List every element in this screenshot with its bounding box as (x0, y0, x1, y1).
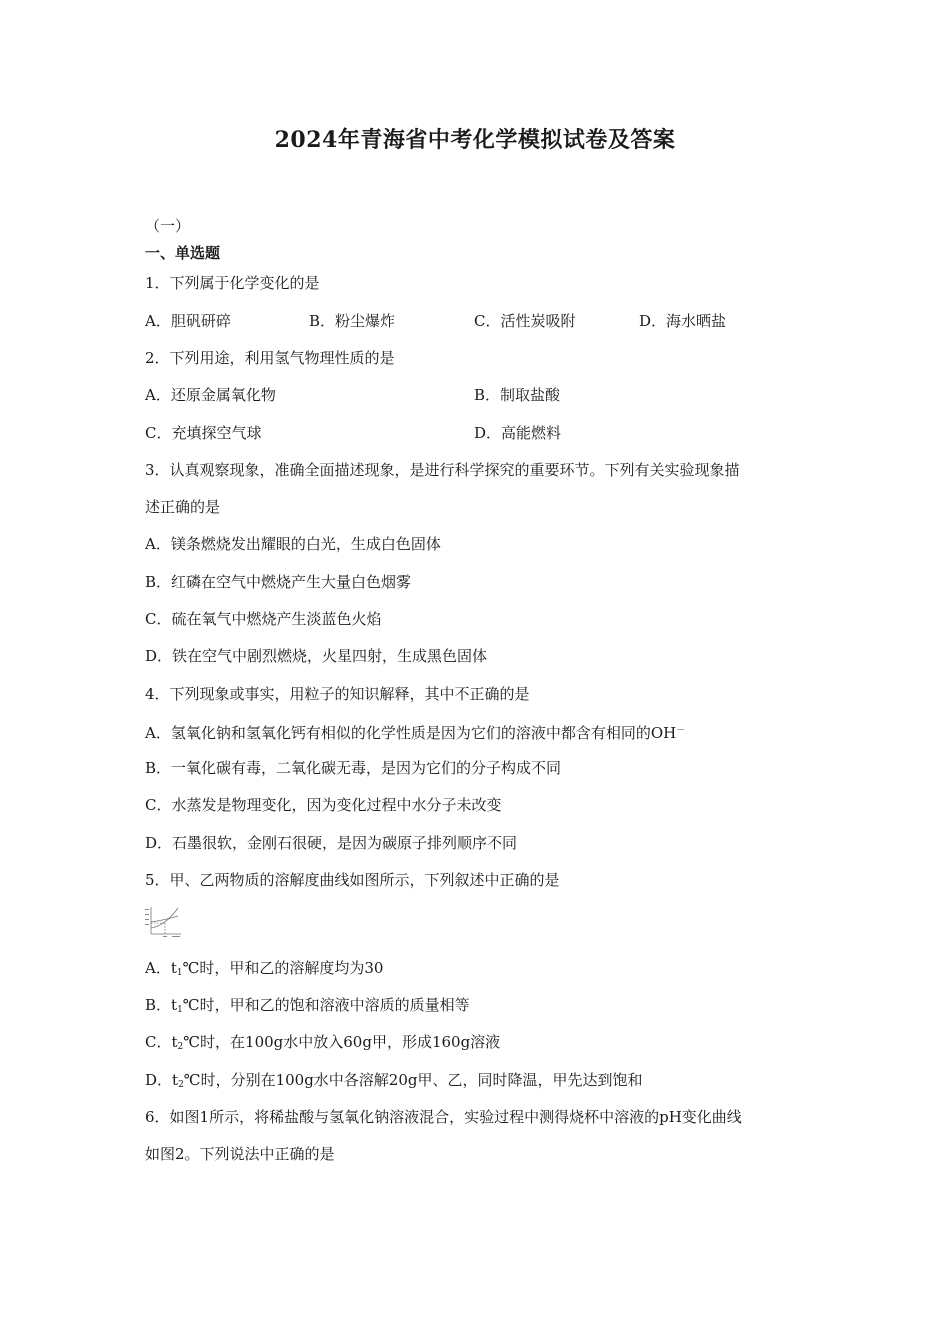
q4-option-d: D．石墨很软，金刚石很硬，是因为碳原子排列顺序不同 (145, 834, 518, 852)
q5-option-a-subscript: 1 (176, 968, 183, 978)
q5-option-d-prefix: D．t (145, 1071, 179, 1089)
q4-option-c: C．水蒸发是物理变化，因为变化过程中水分子未改变 (145, 796, 502, 814)
question-1-stem: 1．下列属于化学变化的是 (145, 274, 320, 292)
figure-tick-6 (172, 936, 180, 937)
q3-option-a: A．镁条燃烧发出耀眼的白光，生成白色固体 (145, 535, 441, 553)
part-label: （一） (145, 217, 191, 235)
question-2-stem: 2．下列用途，利用氢气物理性质的是 (145, 349, 395, 367)
figure-tick-4 (145, 924, 149, 925)
question-6-stem-line1: 6．如图1所示，将稀盐酸与氢氧化钠溶液混合，实验过程中测得烧杯中溶液的pH变化曲线 (145, 1108, 742, 1126)
question-4-stem: 4．下列现象或事实，用粒子的知识解释，其中不正确的是 (145, 685, 530, 703)
q1-option-b: B．粉尘爆炸 (309, 312, 396, 330)
q5-option-d-subscript: 2 (178, 1080, 184, 1090)
figure-tick-3 (145, 919, 149, 920)
q5-option-c-subscript: 2 (177, 1042, 184, 1052)
q5-option-b-text: ℃时，甲和乙的饱和溶液中溶质的质量相等 (182, 996, 470, 1014)
figure-tick-5 (163, 936, 167, 937)
q2-option-c: C．充填探空气球 (145, 424, 262, 442)
figure-tick-1 (145, 909, 149, 910)
q5-option-a-prefix: A．t (145, 959, 177, 977)
solubility-curve-figure (145, 904, 185, 940)
question-6-stem-line2: 如图2。下列说法中正确的是 (145, 1145, 335, 1163)
q5-option-c-prefix: C．t (145, 1033, 178, 1051)
q5-option-d-text: ℃时，分别在100g水中各溶解20g甲、乙，同时降温，甲先达到饱和 (183, 1071, 643, 1089)
q1-option-d: D．海水晒盐 (639, 312, 727, 330)
figure-curve-yi (151, 916, 178, 922)
question-5-stem: 5．甲、乙两物质的溶解度曲线如图所示，下列叙述中正确的是 (145, 871, 560, 889)
q5-option-c (145, 1032, 500, 1057)
q1-option-a: A．胆矾研碎 (145, 312, 231, 330)
q1-option-c: C．活性炭吸附 (474, 312, 576, 330)
section-heading: 一、单选题 (145, 244, 221, 262)
q5-option-c-text: ℃时，在100g水中放入60g甲，形成160g溶液 (183, 1033, 501, 1051)
q5-option-b-subscript: 1 (177, 1005, 183, 1015)
q2-option-b: B．制取盐酸 (474, 386, 561, 404)
q3-option-c: C．硫在氧气中燃烧产生淡蓝色火焰 (145, 610, 382, 628)
question-3-stem-line2: 述正确的是 (145, 498, 221, 516)
q2-option-a: A．还原金属氧化物 (145, 386, 276, 404)
q3-option-b: B．红磷在空气中燃烧产生大量白色烟雾 (145, 573, 412, 591)
q4-option-a-text: A．氢氧化钠和氢氧化钙有相似的化学性质是因为它们的溶液中都含有相同的OH (145, 724, 677, 742)
q5-option-a-text: ℃时，甲和乙的溶解度均为30 (182, 959, 384, 977)
q5-option-a (145, 958, 383, 983)
figure-tick-2 (145, 914, 149, 915)
question-3-stem-line1: 3．认真观察现象，准确全面描述现象，是进行科学探究的重要环节。下列有关实验现象描 (145, 461, 740, 479)
page-title: 2024年青海省中考化学模拟试卷及答案 (274, 127, 676, 153)
q5-option-b-prefix: B．t (145, 996, 178, 1014)
q4-option-b: B．一氧化碳有毒，二氧化碳无毒，是因为它们的分子构成不同 (145, 759, 562, 777)
q2-option-d: D．高能燃料 (474, 424, 562, 442)
q4-option-a (145, 721, 685, 743)
figure-curve-jia (151, 908, 178, 928)
q4-option-a-superscript: － (676, 726, 686, 736)
q5-option-d (145, 1070, 643, 1095)
q3-option-d: D．铁在空气中剧烈燃烧，火星四射，生成黑色固体 (145, 647, 488, 665)
q5-option-b (145, 995, 470, 1020)
